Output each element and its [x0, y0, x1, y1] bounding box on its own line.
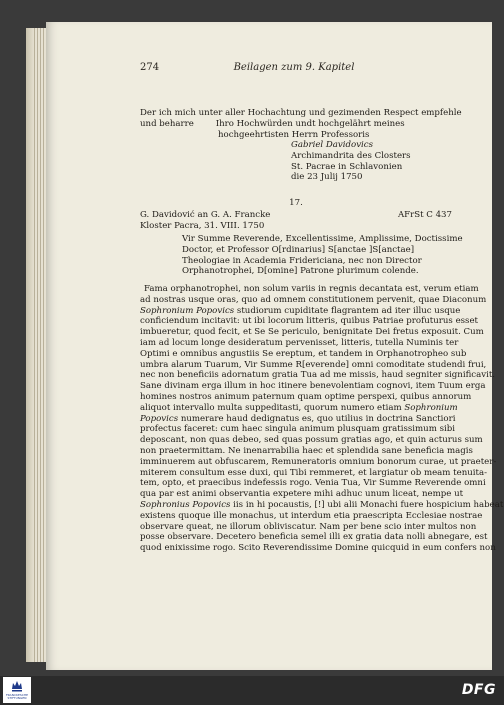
letter-place-date: Kloster Pacra, 31. VIII. 1750: [140, 220, 265, 231]
signature-line: die 23 Julij 1750: [291, 172, 363, 183]
body-line: observare queat, ne illorum obliviscatur. Nam per bene scio inter multos non: [140, 521, 477, 532]
closing-formula: [140, 108, 462, 140]
italic-name: Sophronium: [404, 402, 458, 413]
salutation-line: Orphanotrophei, D[omine] Patrone plurimum colende.: [182, 266, 419, 277]
logo-text: FRANCKESCHE STIFTUNGEN: [5, 693, 29, 701]
body-line: homines nostros animum paternum quam optime perspexi, quibus annorum: [140, 391, 472, 402]
closing-line: Der ich mich unter aller Hochachtung und gezimenden Respect empfehle: [140, 108, 462, 118]
signature-line: St. Pacrae in Schlavonien: [291, 161, 403, 172]
body-line: Sophronium Popovics studiorum cupiditate flagrantem ad iter illuc usque: [140, 305, 461, 316]
salutation: [182, 234, 463, 277]
body-line: conficiendum incitavit: ut ibi locorum litteris, quibus Patriae profuturus esset: [140, 316, 479, 327]
italic-name: Sophronium Popovics: [140, 305, 235, 316]
signature-line: Archimandrita des Closters: [291, 150, 411, 161]
body-line: profectus faceret: cum haec singula animum plusquam gratissimum sibi: [140, 424, 456, 435]
italic-name: Popovics: [140, 413, 179, 424]
body-line: Optimi e omnibus angustiis Se ereptum, et tandem in Orphanotropheo sub: [140, 348, 467, 359]
crown-icon: [11, 680, 23, 692]
running-title: Beilagen zum 9. Kapitel: [233, 62, 355, 73]
body-line: Fama orphanotrophei, non solum variis in regnis decantata est, verum etiam: [144, 284, 479, 294]
body-line: quod enixissime rogo. Scito Reverendissime Domine quicquid in eum confers non: [140, 543, 496, 554]
body-line: deposcant, non quas debeo, sed quas possum gratias ago, et quin acturus sum: [140, 435, 483, 446]
body-line: Sophronius Popovics iis in hi pocaustis, [!] ubi alii Monachi fuere hospicium habeat: [140, 499, 504, 510]
salutation-line: Doctor, et Professor O[rdinarius] S[anctae ]S[anctae]: [182, 244, 415, 255]
body-line: aliquot intervallo multa suppeditasti, quorum numero etiam Sophronium: [140, 402, 458, 413]
body-line: iam ad locum longe desideratum pervenisset, litteris, tutella Numinis ter: [140, 337, 459, 348]
body-line: umbra alarum Tuarum, Vir Summe R[everende] omni comoditate studendi frui,: [140, 359, 487, 370]
letter-body: [140, 284, 504, 554]
body-line: imbueretur, quod fecit, et Se Se periculo, benignitate Dei fretus exposuit. Cum: [140, 327, 484, 338]
body-line: ad nostras usque oras, quo ad omnem constitutionem pervenit, quae Diaconum: [140, 294, 487, 305]
closing-line: hochgeehrtisten Herrn Professoris: [218, 129, 370, 140]
body-line: qua par est animi observantia expetere mihi adhuc unum liceat, nempe ut: [140, 489, 464, 500]
page-number: 274: [140, 62, 160, 73]
letter-heading: [140, 210, 452, 232]
italic-name: Sophronius Popovics: [140, 499, 231, 510]
body-line: existens quoque ille monachus, ut interdum etia praescripta Ecclesiae nostrae: [140, 510, 483, 521]
body-line: tem, opto, et praecibus indefessis rogo. Venia Tua, Vir Summe Reverende omni: [140, 478, 486, 489]
body-line: posse observare. Decetero beneficia semel illi ex gratia data nolli abnegare, est: [140, 532, 488, 543]
dfg-logo[interactable]: DFG: [461, 682, 496, 698]
body-line: imminuerem aut obfuscarem, Remuneratoris omnium bonorum curae, ut praeter-: [140, 456, 497, 467]
signature-block: [291, 140, 461, 183]
letter-number: 17.: [289, 198, 303, 208]
body-line: Popovics numerare haud dedignatus es, quo utilius in doctrina Sanctiori: [140, 413, 456, 424]
closing-line: und beharre Ihro Hochwürden undt hochgelährt meines: [140, 118, 405, 129]
viewer-footer: [0, 676, 504, 705]
body-line: non praetermittam. Ne inenarrabilia haec et splendida sane beneficia magis: [140, 445, 473, 456]
signature-name: Gabriel Davidovics: [291, 140, 374, 150]
body-line: nec non beneficiis adornatum gratia Tua ad me missis, haud segniter significavit.: [140, 370, 496, 381]
page-edges: [34, 28, 46, 662]
archive-signature: AFrSt C 437: [397, 210, 452, 220]
body-line: miterem consultum esse duxi, qui Tibi remmeret, et largiatur ob meam tenuita-: [140, 467, 488, 478]
salutation-line: Theologiae in Academia Fridericiana, nec non Director: [182, 255, 422, 266]
salutation-line: Vir Summe Reverende, Excellentissime, Amplissime, Doctissime: [182, 234, 463, 244]
body-line: Sane divinam erga illum in hoc itinere benevolentiam cognovi, item Tuum erga: [140, 381, 486, 392]
letter-sender-recipient: G. Davidović an G. A. Francke: [140, 210, 271, 220]
